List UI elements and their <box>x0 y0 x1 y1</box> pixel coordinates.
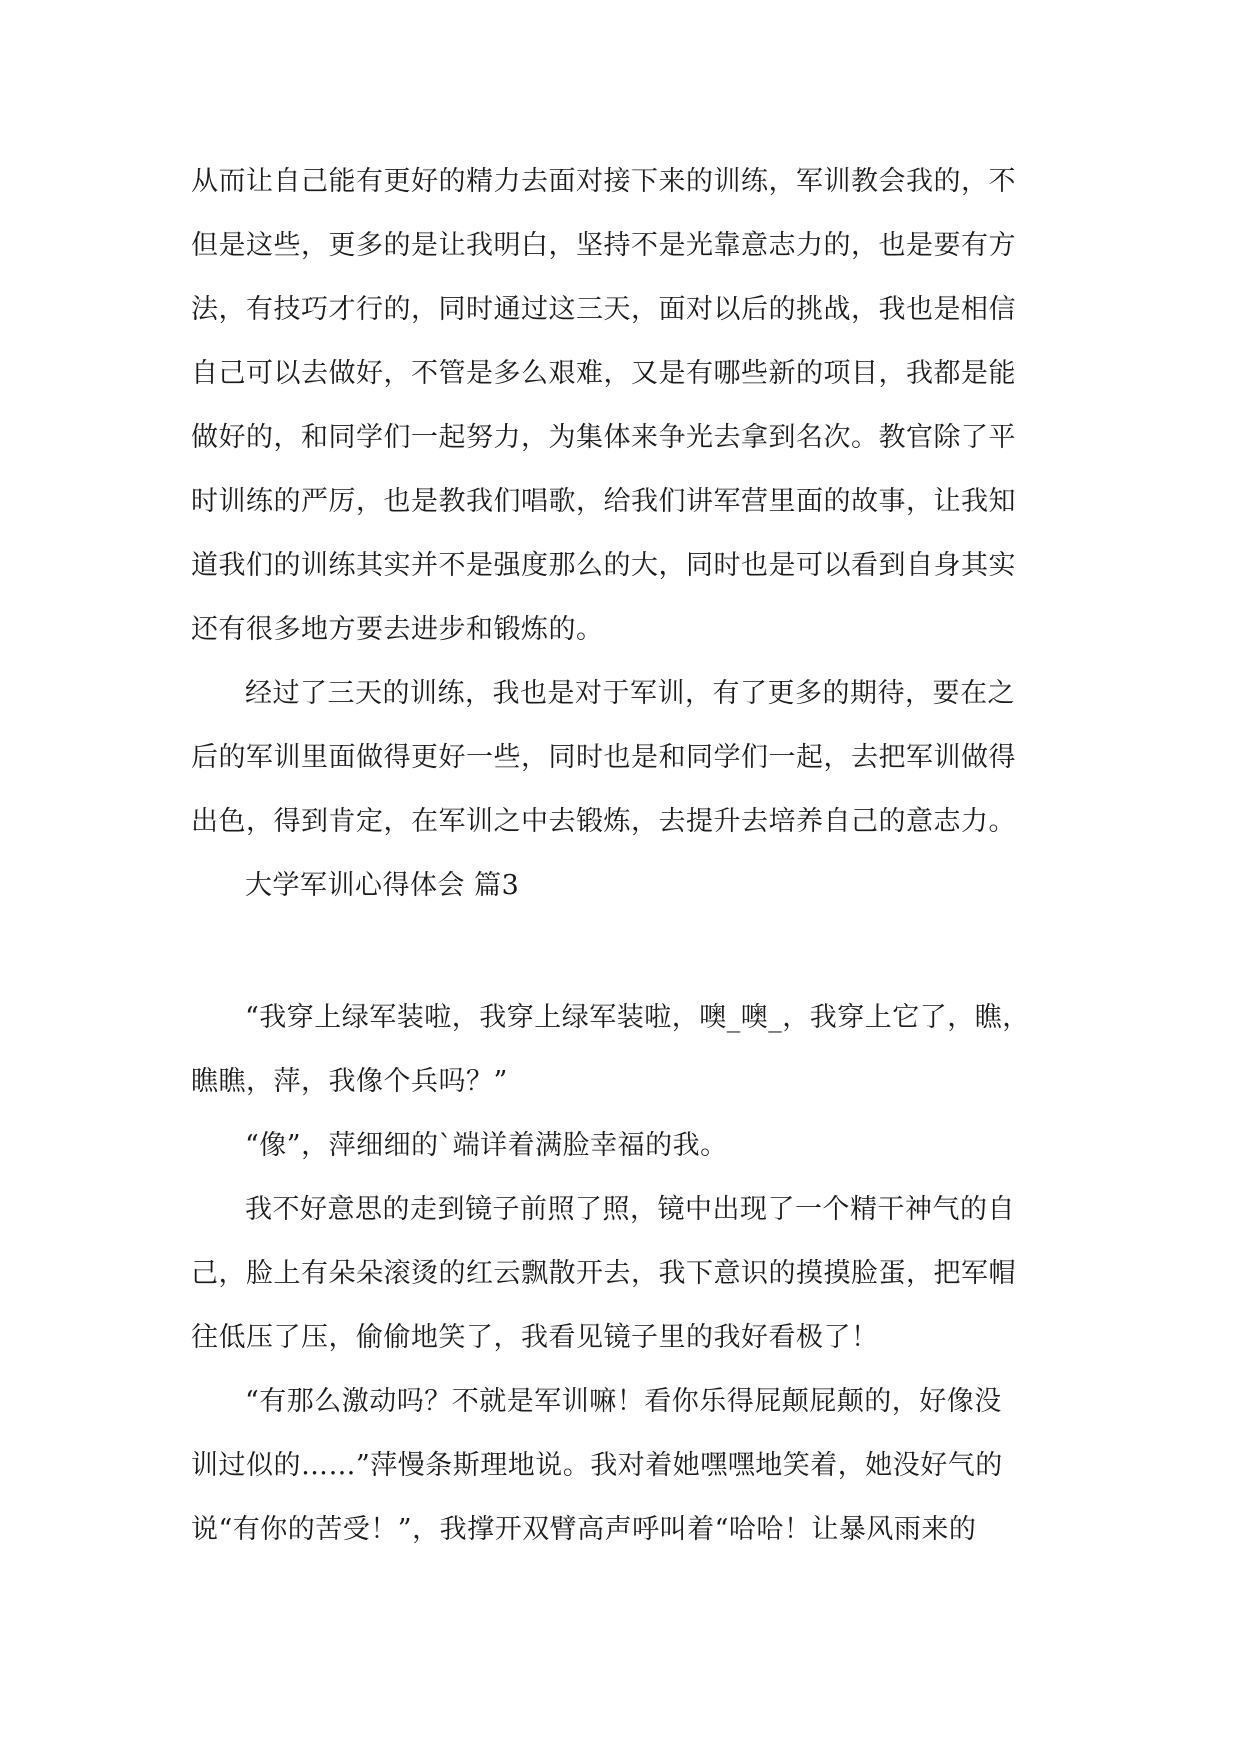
body-text-line: 瞧瞧，萍，我像个兵吗？” <box>191 1066 508 1097</box>
body-text-line: 训过似的……”萍慢条斯理地说。我对着她嘿嘿地笑着，她没好气的 <box>191 1450 1003 1481</box>
body-text-line: 做好的，和同学们一起努力，为集体来争光去拿到名次。教官除了平 <box>191 422 1016 453</box>
body-text-line: 出色，得到肯定，在军训之中去锻炼，去提升去培养自己的意志力。 <box>191 806 1016 837</box>
body-text-line: 说“有你的苦受！”，我撑开双臂高声呼叫着“哈哈！让暴风雨来的 <box>191 1514 977 1545</box>
body-text-line: 法，有技巧才行的，同时通过这三天，面对以后的挑战，我也是相信 <box>191 294 1016 325</box>
body-text-line: 还有很多地方要去进步和锻炼的。 <box>191 614 604 645</box>
body-text-line: 从而让自己能有更好的精力去面对接下来的训练，军训教会我的，不 <box>191 166 1016 197</box>
section-heading: 大学军训心得体会 篇3 <box>245 870 520 901</box>
body-text-line: 但是这些，更多的是让我明白，坚持不是光靠意志力的，也是要有方 <box>191 230 1016 261</box>
body-text-line: 我不好意思的走到镜子前照了照，镜中出现了一个精干神气的自 <box>245 1194 1015 1225</box>
body-text-line: 自己可以去做好，不管是多么艰难，又是有哪些新的项目，我都是能 <box>191 358 1016 389</box>
body-text-line: “有那么激动吗？不就是军训嘛！看你乐得屁颠屁颠的，好像没 <box>245 1386 1002 1417</box>
body-text-line: 经过了三天的训练，我也是对于军训，有了更多的期待，要在之 <box>245 678 1015 709</box>
body-text-line: “像”，萍细细的`端详着满脸幸福的我。 <box>245 1130 728 1161</box>
body-text-line: 时训练的严厉，也是教我们唱歌，给我们讲军营里面的故事，让我知 <box>191 486 1016 517</box>
body-text-line: 己，脸上有朵朵滚烫的红云飘散开去，我下意识的摸摸脸蛋，把军帽 <box>191 1258 1016 1289</box>
body-text-line: 道我们的训练其实并不是强度那么的大，同时也是可以看到自身其实 <box>191 550 1016 581</box>
body-text-line: 后的军训里面做得更好一些，同时也是和同学们一起，去把军训做得 <box>191 742 1016 773</box>
body-text-line: 往低压了压，偷偷地笑了，我看见镜子里的我好看极了！ <box>191 1322 879 1353</box>
body-text-line: “我穿上绿军装啦，我穿上绿军装啦，噢_噢_，我穿上它了，瞧， <box>245 1002 1030 1033</box>
